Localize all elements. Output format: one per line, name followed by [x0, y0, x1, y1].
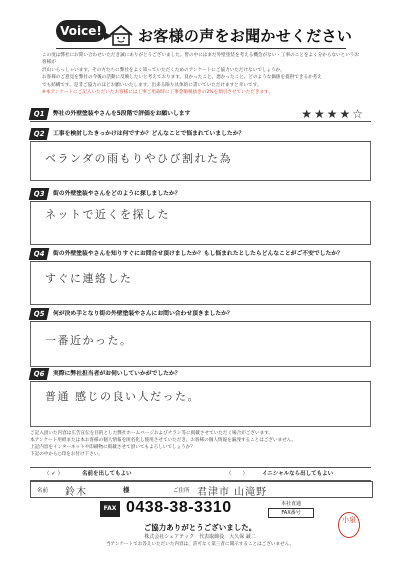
question-text: 工事を検討したきっかけは何ですか？どんなことで悩まれていましたか？ — [53, 131, 245, 137]
notice-line: ご記入頂いた内容は広告宣伝を目的とした弊社ホームページおよびチラシ等に掲載させていただく場合がございます。 — [30, 431, 274, 436]
question-header — [30, 368, 371, 382]
question-text: 何が決め手となり街の外壁塗装やさんにお問い合わせ頂きましたか？ — [53, 311, 233, 317]
question-1 — [30, 108, 371, 122]
fax-number: 0438-38-3310 — [126, 499, 232, 516]
question-number: Q4 — [29, 248, 50, 260]
name-address-row — [30, 481, 373, 498]
question-header — [30, 108, 371, 122]
hanko-seal: 小泉 — [338, 512, 360, 538]
answer-box[interactable] — [30, 142, 371, 181]
privacy-disclaimer: 当アンケートでお答えいただいた内容は、許可なく第三者に開示することはございません。 — [105, 542, 295, 547]
question-number: Q1 — [29, 108, 50, 120]
name-suffix: 様 — [123, 486, 130, 494]
answer-text: ベランダの雨もりやひび割れた為 — [45, 152, 233, 165]
consent-name-checkbox[interactable]: （ ✓ ） — [44, 471, 64, 477]
answer-text: ネットで近くを探した — [45, 208, 170, 221]
notice-line: 下記の中から○印をお付け下さい。 — [30, 452, 103, 457]
address-field[interactable]: 君津市 山滝野 — [197, 487, 268, 498]
notice-line: 上記内容をインターネットや印刷物に掲載させて頂いてもよろしいでしょうか？ — [30, 445, 195, 450]
intro-line: この度は弊社にお問い合わせいただき誠にありがとうございました。皆の中にはまだ外壁塗装を考える機会がない・工事のことをよく分からないというお客様が — [42, 53, 359, 66]
fax-label-top: 本社直通 — [280, 501, 301, 507]
fax-label-bottom: FAX番号 — [268, 508, 314, 518]
name-label: 名前 — [37, 488, 49, 494]
answer-text: 普通 感じの良い人だった。 — [45, 390, 200, 403]
question-header — [30, 128, 371, 142]
consent-options — [30, 467, 371, 481]
question-6 — [30, 368, 371, 427]
notice-line: 本アンケート用紙または本お客様の個人情報を匿名化し使用させていただき、お客様の個人情報を漏洩することはございません。 — [30, 438, 297, 443]
discount-note: ※本アンケートにご記入いただいたお客様には工事ご用命時に工事金額税抜きの2%を割引させていただきます。 — [42, 90, 273, 96]
question-number: Q2 — [29, 128, 50, 140]
question-header — [30, 188, 371, 202]
intro-text — [42, 52, 362, 96]
consent-initial-label: イニシャルなら出してもよい — [262, 471, 334, 477]
consent-initial-checkbox[interactable]: （ ） — [226, 471, 249, 477]
voice-badge: Voice! — [56, 20, 106, 42]
question-text: 実際に弊社担当者がお伺いしていかがでしたか？ — [53, 371, 181, 377]
answer-box[interactable] — [30, 322, 371, 367]
page-title: お客様の声をお聞かせください — [138, 27, 353, 45]
house-icon — [108, 24, 134, 46]
intro-line: でも結構です。是非ご協力のほどお願いいたします。出来る限り具体的に書いていただけますと幸いです。 — [42, 82, 262, 88]
rating-stars[interactable]: ★★★★☆ — [301, 107, 365, 121]
company-info: 株式会社シェアテック 代表取締役 大久保 誠二 — [144, 534, 256, 540]
address-label: ご住所 — [173, 488, 190, 494]
consent-name-label: 名前を出してもよい — [82, 471, 132, 477]
fax-label — [268, 500, 314, 518]
fax-row — [100, 500, 320, 518]
publication-notice — [30, 430, 375, 458]
answer-box[interactable] — [30, 202, 371, 245]
question-header — [30, 248, 371, 262]
question-4 — [30, 248, 371, 305]
question-3 — [30, 188, 371, 245]
question-2 — [30, 128, 371, 181]
name-field[interactable]: 鈴木 — [65, 487, 87, 498]
question-number: Q6 — [29, 368, 50, 380]
question-number: Q3 — [29, 188, 50, 200]
intro-line: お客様のご意見を弊社の今後の活動に反映したいと考えております。良かったこと、悪かったこと、どのような価値を提供できるか考え — [42, 75, 322, 81]
answer-text: 一番近かった。 — [45, 334, 133, 347]
question-text: 街の外壁塗装やさんを知りすぐにお問合せ頂けましたか？もし悩まれたとしたらどんなことがご不安でしたか？ — [53, 251, 343, 257]
fax-badge: FAX — [100, 501, 120, 517]
title-divider — [56, 48, 346, 49]
answer-box[interactable] — [30, 262, 371, 305]
thanks-message: ご協力ありがとうございました。 — [143, 523, 257, 532]
answer-box[interactable] — [30, 382, 371, 427]
question-5 — [30, 308, 371, 367]
answer-text: すぐに連絡した — [45, 272, 133, 285]
question-header — [30, 308, 371, 322]
intro-line: 沢山いらっしゃいます。その方たちに弊社をよく知っていただくためのアンケートにご協力いただけないでしょうか。 — [42, 67, 285, 73]
question-number: Q5 — [29, 308, 50, 320]
question-text: 街の外壁塗装やさんをどのように探しましたか？ — [53, 191, 181, 197]
question-text: 弊社の外壁塗装やさんを5段階で評価をお願いします — [53, 111, 191, 117]
